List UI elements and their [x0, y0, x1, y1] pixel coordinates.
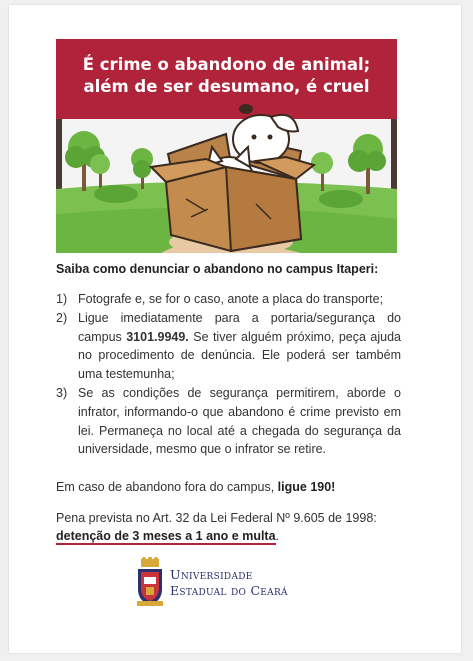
step-text: Se as condições de segurança permitirem, aborde o infrator, informando-o que abandono é crime previsto em lei. Permaneça no local até a chegada do segurança da universidade, mesmo que o infrator se retire.	[78, 385, 401, 457]
step-number: 1)	[56, 292, 68, 306]
step-item	[56, 290, 401, 309]
banner-title-line2: além de ser desumano, é cruel	[83, 77, 370, 96]
step-number: 3)	[56, 385, 68, 400]
university-name-line2: Estadual do Ceará	[170, 583, 288, 598]
penalty-end: .	[275, 529, 280, 543]
banner-title	[56, 54, 397, 98]
instructions-heading: Saiba como denunciar o abandono no campus Itaperi:	[56, 262, 379, 276]
step-item	[56, 309, 401, 384]
step-item	[56, 384, 401, 459]
step-text-cont: Se tiver alguém próximo, peça ajuda no procedimento de denúncia. Ele poderá ser também uma testemunha;	[78, 329, 401, 382]
phone-number: 3101.9949.	[126, 329, 189, 344]
step-text: Ligue imediatamente para a portaria/segurança do campus	[78, 310, 401, 344]
university-crest-icon	[135, 557, 165, 609]
step-number: 2)	[56, 310, 68, 325]
penalty-text: Pena prevista no Art. 32 da Lei Federal Nº 9.605 de 1998:	[56, 511, 377, 525]
banner-title-line1: É crime o abandono de animal;	[82, 55, 371, 74]
university-name	[170, 567, 288, 599]
step-text: Fotografe e, se for o caso, anote a placa do transporte;	[78, 292, 384, 306]
university-name-line1: Universidade	[170, 567, 253, 582]
banner	[56, 39, 397, 253]
detention-text: detenção de 3 meses a 1 ano e multa	[56, 529, 276, 543]
outside-text: Em caso de abandono fora do campus,	[56, 480, 278, 494]
steps-list	[56, 290, 401, 459]
emergency-number: ligue 190!	[277, 480, 336, 494]
penalty-note	[56, 509, 401, 545]
outside-campus-note	[56, 480, 401, 494]
